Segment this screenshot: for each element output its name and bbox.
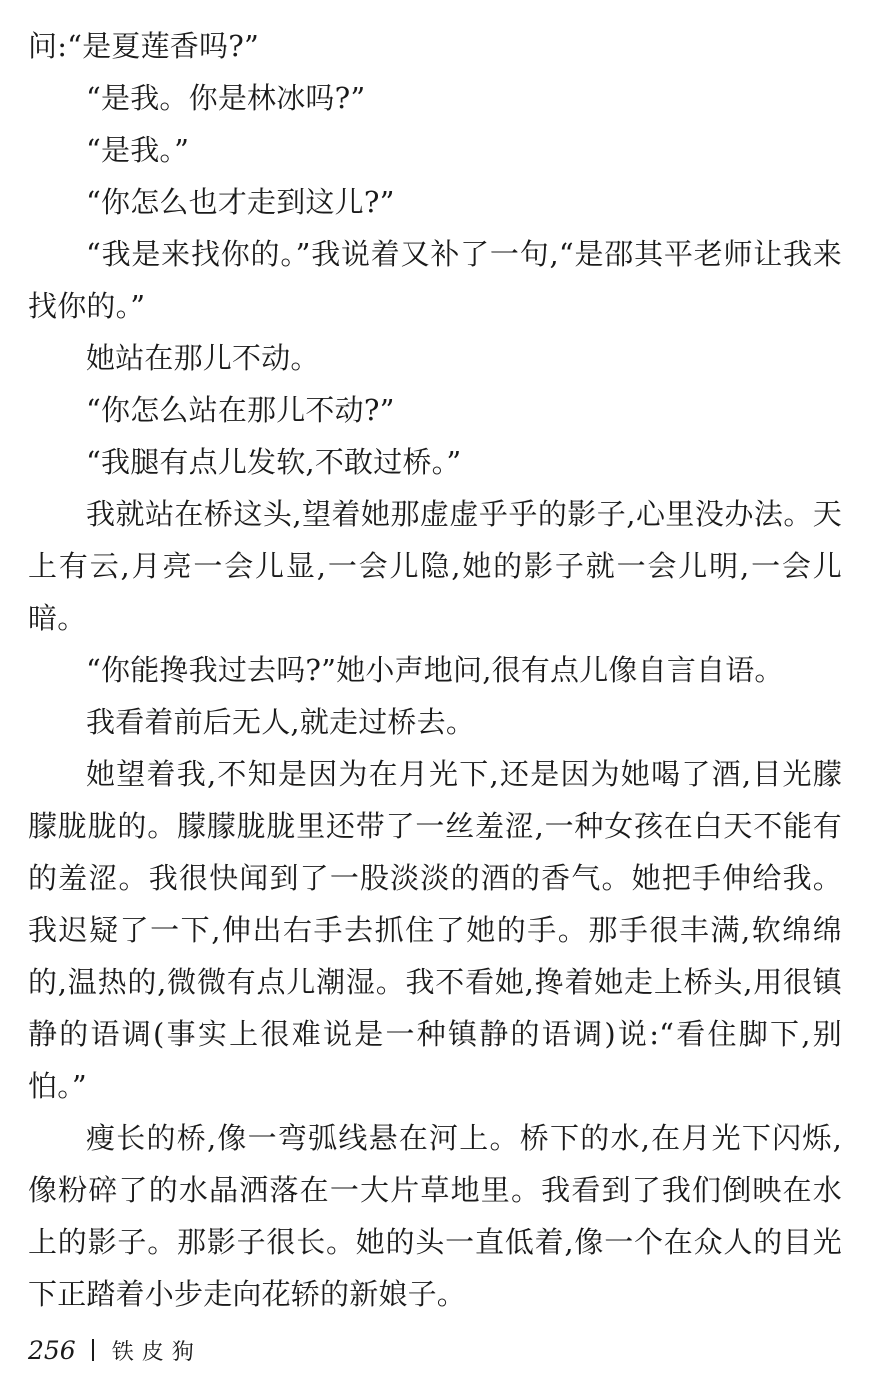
paragraph-1: 问:“是夏莲香吗?” bbox=[28, 29, 259, 63]
paragraph-8: “我腿有点儿发软,不敢过桥。” bbox=[86, 445, 462, 479]
paragraph-9: 我就站在桥这头,望着她那虚虚乎乎的影子,心里没办法。天上有云,月亮一会儿显,一会儿隐,她的影子就一会儿明,一会儿暗。 bbox=[28, 497, 842, 635]
page-number: 256 bbox=[28, 1335, 76, 1365]
paragraph-5: “我是来找你的。”我说着又补了一句,“是邵其平老师让我来找你的。” bbox=[28, 237, 842, 323]
footer-divider bbox=[92, 1339, 94, 1361]
paragraph-6: 她站在那儿不动。 bbox=[86, 341, 320, 375]
paragraph-10: “你能搀我过去吗?”她小声地问,很有点儿像自言自语。 bbox=[86, 653, 784, 687]
page-footer bbox=[28, 1330, 202, 1370]
paragraph-2: “是我。你是林冰吗?” bbox=[86, 81, 366, 115]
body-text bbox=[28, 20, 842, 1320]
paragraph-12: 她望着我,不知是因为在月光下,还是因为她喝了酒,目光朦朦胧胧的。朦朦胧胧里还带了一丝羞涩,一种女孩在白天不能有的羞涩。我很快闻到了一股淡淡的酒的香气。她把手伸给我。我迟疑了一下,伸出右手去抓住了她的手。那手很丰满,软绵绵的,温热的,微微有点儿潮湿。我不看她,搀着她走上桥头,用很镇静的语调(事实上很难说是一种镇静的语调)说:“看住脚下,别怕。” bbox=[28, 757, 842, 1103]
book-title: 铁皮狗 bbox=[111, 1339, 202, 1365]
paragraph-11: 我看着前后无人,就走过桥去。 bbox=[86, 705, 476, 739]
paragraph-13: 瘦长的桥,像一弯弧线悬在河上。桥下的水,在月光下闪烁,像粉碎了的水晶洒落在一大片草地里。我看到了我们倒映在水上的影子。那影子很长。她的头一直低着,像一个在众人的目光下正踏着小步走向花轿的新娘子。 bbox=[28, 1121, 842, 1311]
paragraph-3: “是我。” bbox=[86, 133, 190, 167]
paragraph-7: “你怎么站在那儿不动?” bbox=[86, 393, 395, 427]
paragraph-4: “你怎么也才走到这儿?” bbox=[86, 185, 395, 219]
